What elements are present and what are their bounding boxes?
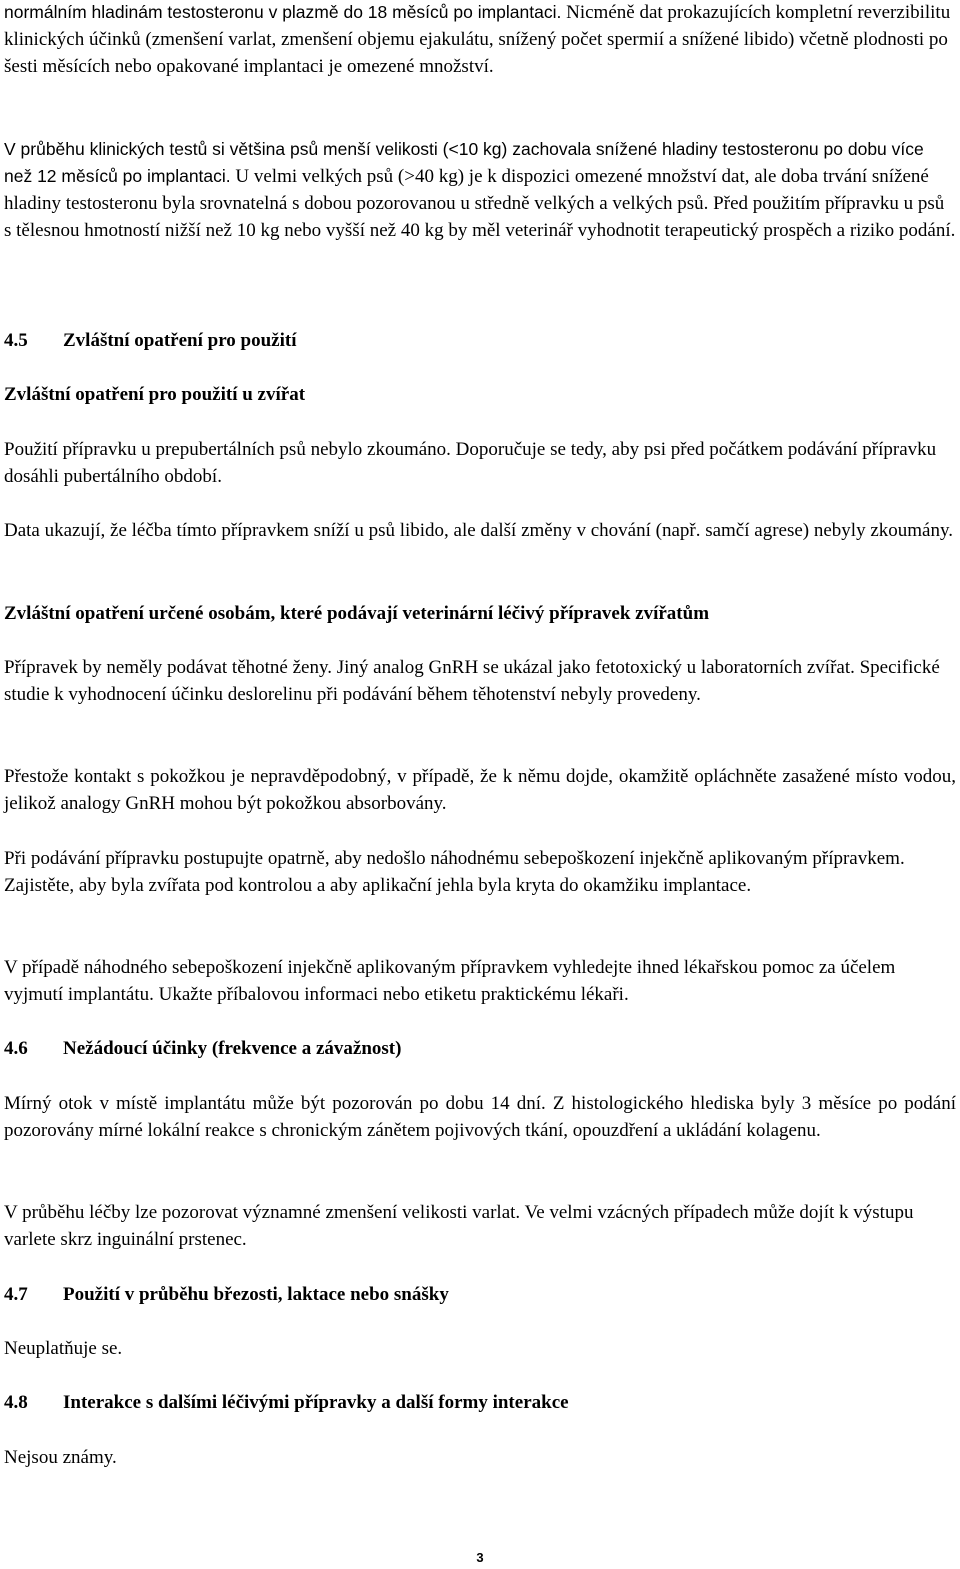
section-number: 4.5 [4,330,28,351]
paragraph-text: normálním hladinám testosteronu v plazmě do 18 měsíců po implantaci. [4,2,562,22]
paragraph-pregnancy: Přípravek by neměly podávat těhotné ženy. Jiný analog GnRH se ukázal jako fetotoxický u laboratorních zvířat. Specifické studie k vyhodnocení účinku deslorelinu při podávání během těhotenství nebyly provedeny. [4,657,940,705]
section-number: 4.7 [4,1284,28,1305]
section-heading-4-7 [4,1281,449,1308]
paragraph-prepubertal: Použití přípravku u prepubertálních psů nebylo zkoumáno. Doporučuje se tedy, aby psi před počátkem podávání přípravku dosáhli pubertálního období. [4,439,937,487]
paragraph-reversibility [4,0,956,80]
subheading-persons: Zvláštní opatření určené osobám, které podávají veterinární léčivý přípravek zvířatům [4,603,710,624]
paragraph-clinical-tests [4,136,956,244]
section-title: Interakce s dalšími léčivými přípravky a další formy interakce [63,1392,569,1413]
section-heading-4-6 [4,1035,401,1062]
section-title: Nežádoucí účinky (frekvence a závažnost) [63,1038,402,1059]
section-heading-4-5 [4,327,296,354]
section-title: Použití v průběhu březosti, laktace nebo snášky [63,1284,449,1305]
paragraph-text: Před použitím přípravku u psů s tělesnou hmotností nižší než 10 kg nebo vyšší než 40 kg by měl veterinář vyhodnotit terapeutický prospěch a riziko podání. [4,193,956,241]
section-title: Zvláštní opatření pro použití [63,330,297,351]
page-number: 3 [476,1550,484,1565]
paragraph-text: U velmi velkých psů (>40 kg) je k dispozici omezené množství dat, ale doba trvání snížené hladiny testosteronu byla srovnatelná s dobou pozorovanou u středně velkých a velkých psů. [4,166,929,214]
paragraph-self-injury: Při podávání přípravku postupujte opatrně, aby nedošlo náhodnému sebepoškození injekčně aplikovaným přípravkem. Zajistěte, aby byla zvířata pod kontrolou a aby aplikační jehla byla kryta do okamžiku implantace. [4,848,905,896]
subheading-animals: Zvláštní opatření pro použití u zvířat [4,384,306,405]
paragraph-not-applicable: Neuplatňuje se. [4,1338,123,1359]
paragraph-text: Nicméně dat prokazujících kompletní reverzibilitu klinických účinků (zmenšení varlat, zmenšení objemu ejakulátu, snížený počet spermií a snížené libido) včetně plodnosti po šesti měsících nebo opakované implantaci je omezené množství. [4,2,951,77]
paragraph-skin-contact: Přestože kontakt s pokožkou je nepravděpodobný, v případě, že k němu dojde, okamžitě opláchněte zasažené místo vodou, jelikož analogy GnRH mohou být pokožkou absorbovány. [4,766,956,814]
section-heading-4-8 [4,1389,569,1416]
paragraph-text: V průběhu klinických testů si většina psů menší velikosti (<10 kg) zachovala snížené hladiny testosteronu po dobu více než 12 měsíců po implantaci. [4,139,924,186]
paragraph-testicle-size: V průběhu léčby lze pozorovat významné zmenšení velikosti varlat. Ve velmi vzácných případech může dojít k výstupu varlete skrz inguinální prstenec. [4,1202,914,1250]
paragraph-adverse-effects: Mírný otok v místě implantátu může být pozorován po dobu 14 dní. Z histologického hlediska byly 3 měsíce po podání pozorovány mírné lokální reakce s chronickým zánětem pojivových tkání, opouzdření a ukládání kolagenu. [4,1093,956,1141]
section-number: 4.6 [4,1038,28,1059]
paragraph-libido: Data ukazují, že léčba tímto přípravkem sníží u psů libido, ale další změny v chování (např. samčí agrese) nebyly zkoumány. [4,520,953,541]
section-number: 4.8 [4,1392,28,1413]
paragraph-none-known: Nejsou známy. [4,1447,117,1468]
paragraph-accidental-injection: V případě náhodného sebepoškození injekčně aplikovaným přípravkem vyhledejte ihned lékařskou pomoc za účelem vyjmutí implantátu. Ukažte příbalovou informaci nebo etiketu praktickému lékaři. [4,957,896,1005]
